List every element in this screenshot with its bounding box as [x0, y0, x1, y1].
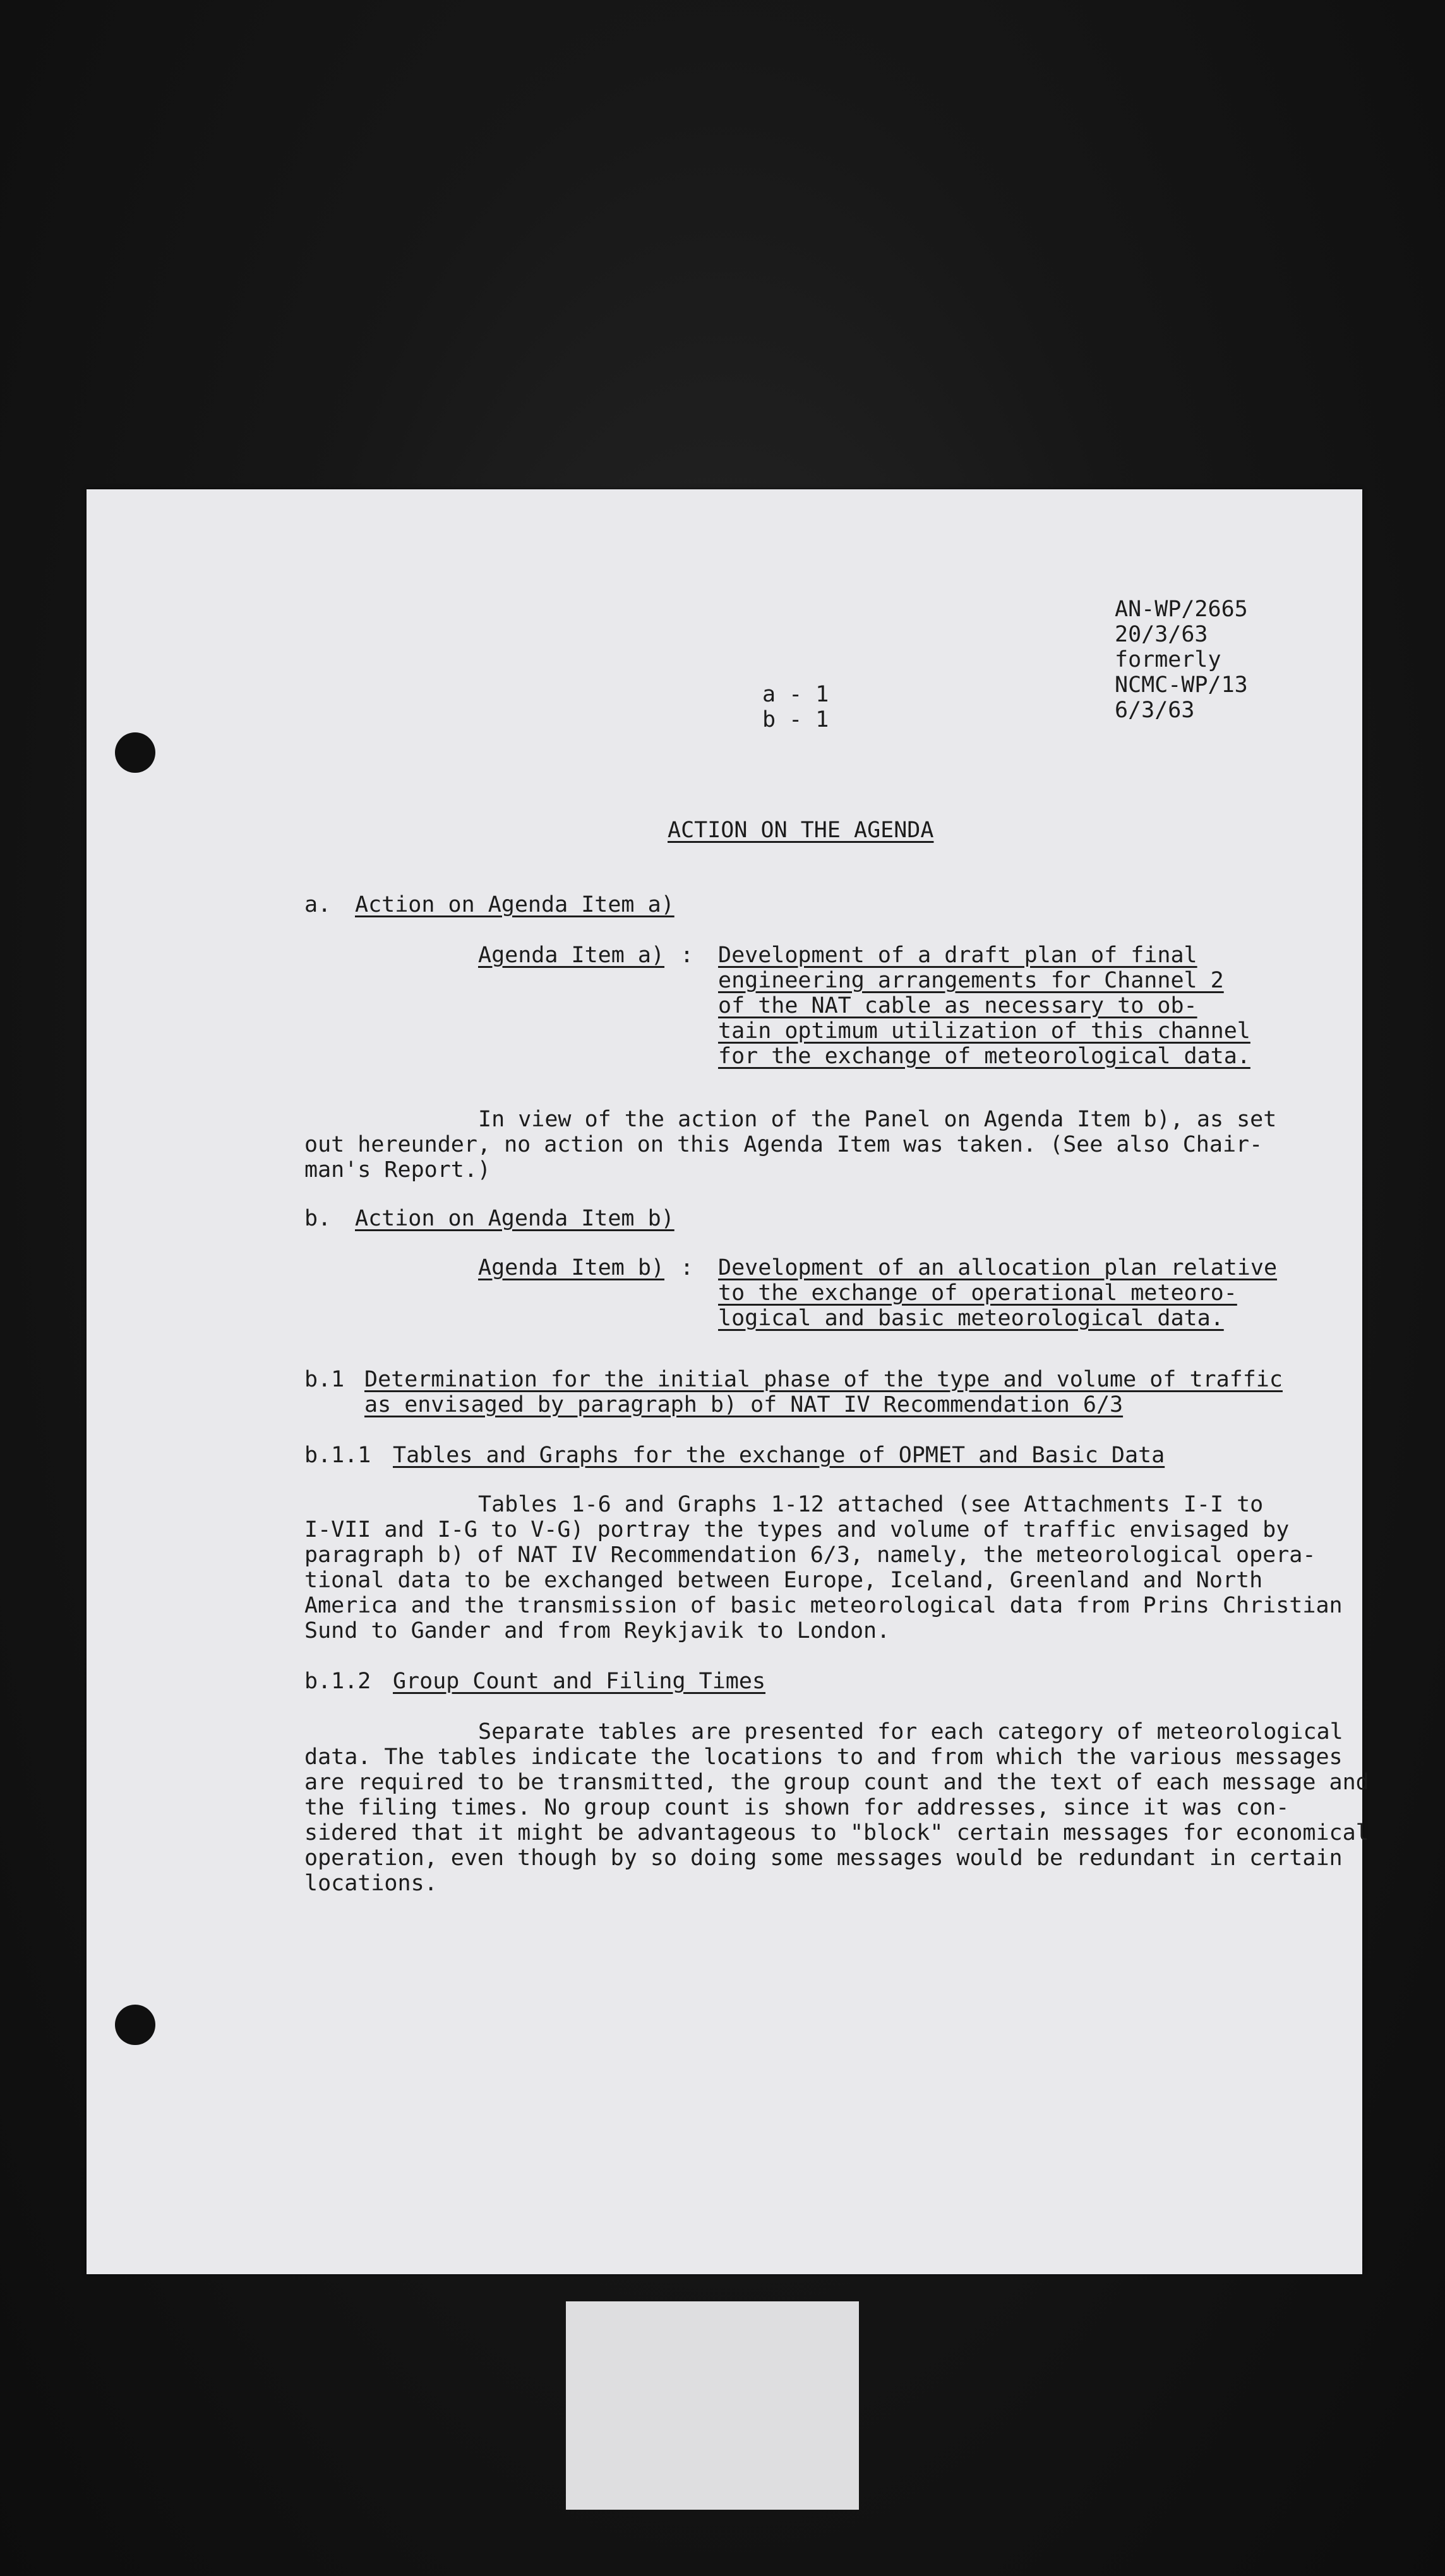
document-page	[87, 489, 1369, 2274]
section-b11-para-line-3: paragraph b) of NAT IV Recommendation 6/3, namely, the meteorological opera-	[304, 1542, 1316, 1568]
section-b1-number: b.1	[304, 1367, 345, 1392]
section-b-letter: b.	[304, 1206, 332, 1231]
ref-formerly: formerly	[1115, 647, 1221, 672]
section-b12-para-line-7: locations.	[304, 1871, 438, 1896]
section-b12-number: b.1.2	[304, 1669, 371, 1694]
section-b1-heading-line-1: Determination for the initial phase of the type and volume of traffic	[364, 1367, 1283, 1392]
section-b11-heading: Tables and Graphs for the exchange of OPMET and Basic Data	[393, 1443, 1165, 1468]
agenda-item-b-label: Agenda Item b)	[478, 1255, 665, 1280]
section-b11-para-line-1: Tables 1-6 and Graphs 1-12 attached (see Attachments I-I to	[478, 1492, 1264, 1517]
section-a-para-line-2: out hereunder, no action on this Agenda Item was taken. (See also Chair-	[304, 1132, 1263, 1157]
agenda-item-a-line-5: for the exchange of meteorological data.	[718, 1044, 1250, 1069]
section-b12-para-line-1: Separate tables are presented for each category of meteorological	[478, 1719, 1343, 1744]
section-b11-para-line-5: America and the transmission of basic meteorological data from Prins Christian	[304, 1593, 1343, 1618]
section-b-heading: Action on Agenda Item b)	[355, 1206, 675, 1231]
agenda-item-a-line-4: tain optimum utilization of this channel	[718, 1018, 1250, 1044]
section-b1-heading-line-2: as envisaged by paragraph b) of NAT IV Recommendation 6/3	[364, 1392, 1124, 1417]
reference-block	[1115, 597, 1248, 723]
page-identifiers	[762, 682, 829, 732]
section-a-letter: a.	[304, 892, 332, 917]
section-b11-para-line-6: Sund to Gander and from Reykjavik to London.	[304, 1618, 890, 1643]
section-b12-para-line-3: are required to be transmitted, the group count and the text of each message and	[304, 1770, 1369, 1795]
section-b12-para-line-4: the filing times. No group count is shown for addresses, since it was con-	[304, 1795, 1290, 1820]
punch-hole-top	[115, 732, 155, 773]
punch-hole-bottom	[115, 2005, 155, 2045]
section-b12-para-line-5: sidered that it might be advantageous to "block" certain messages for economical	[304, 1820, 1369, 1846]
section-a-para-line-3: man's Report.)	[304, 1157, 491, 1183]
page-title: ACTION ON THE AGENDA	[668, 818, 934, 843]
agenda-item-b-line-3: logical and basic meteorological data.	[718, 1306, 1224, 1331]
blank-card	[566, 2301, 859, 2510]
ref-former-number: NCMC-WP/13	[1115, 672, 1248, 698]
section-b11-para-line-4: tional data to be exchanged between Europe, Iceland, Greenland and North	[304, 1568, 1263, 1593]
section-b11-number: b.1.1	[304, 1443, 371, 1468]
agenda-item-a-colon: :	[680, 943, 694, 968]
document-text	[87, 489, 1369, 2274]
page-id-a: a - 1	[762, 682, 829, 707]
agenda-item-a-line-1: Development of a draft plan of final	[718, 943, 1197, 968]
ref-number: AN-WP/2665	[1115, 597, 1248, 622]
section-b11-para-line-2: I-VII and I-G to V-G) portray the types and volume of traffic envisaged by	[304, 1517, 1290, 1542]
section-b12-heading: Group Count and Filing Times	[393, 1669, 766, 1694]
agenda-item-b-line-1: Development of an allocation plan relative	[718, 1255, 1278, 1280]
ref-former-date: 6/3/63	[1115, 698, 1195, 723]
ref-date: 20/3/63	[1115, 622, 1208, 647]
agenda-item-a-line-3: of the NAT cable as necessary to ob-	[718, 993, 1197, 1018]
section-a-heading: Action on Agenda Item a)	[355, 892, 675, 917]
section-a-para-line-1: In view of the action of the Panel on Agenda Item b), as set	[478, 1107, 1277, 1132]
section-b12-para-line-6: operation, even though by so doing some messages would be redundant in certain	[304, 1846, 1343, 1871]
agenda-item-a-line-2: engineering arrangements for Channel 2	[718, 968, 1224, 993]
section-b12-para-line-2: data. The tables indicate the locations to and from which the various messages	[304, 1744, 1343, 1770]
agenda-item-b-colon: :	[680, 1255, 694, 1280]
agenda-item-a-label: Agenda Item a)	[478, 943, 665, 968]
page-id-b: b - 1	[762, 707, 829, 732]
agenda-item-b-line-2: to the exchange of operational meteoro-	[718, 1280, 1237, 1306]
